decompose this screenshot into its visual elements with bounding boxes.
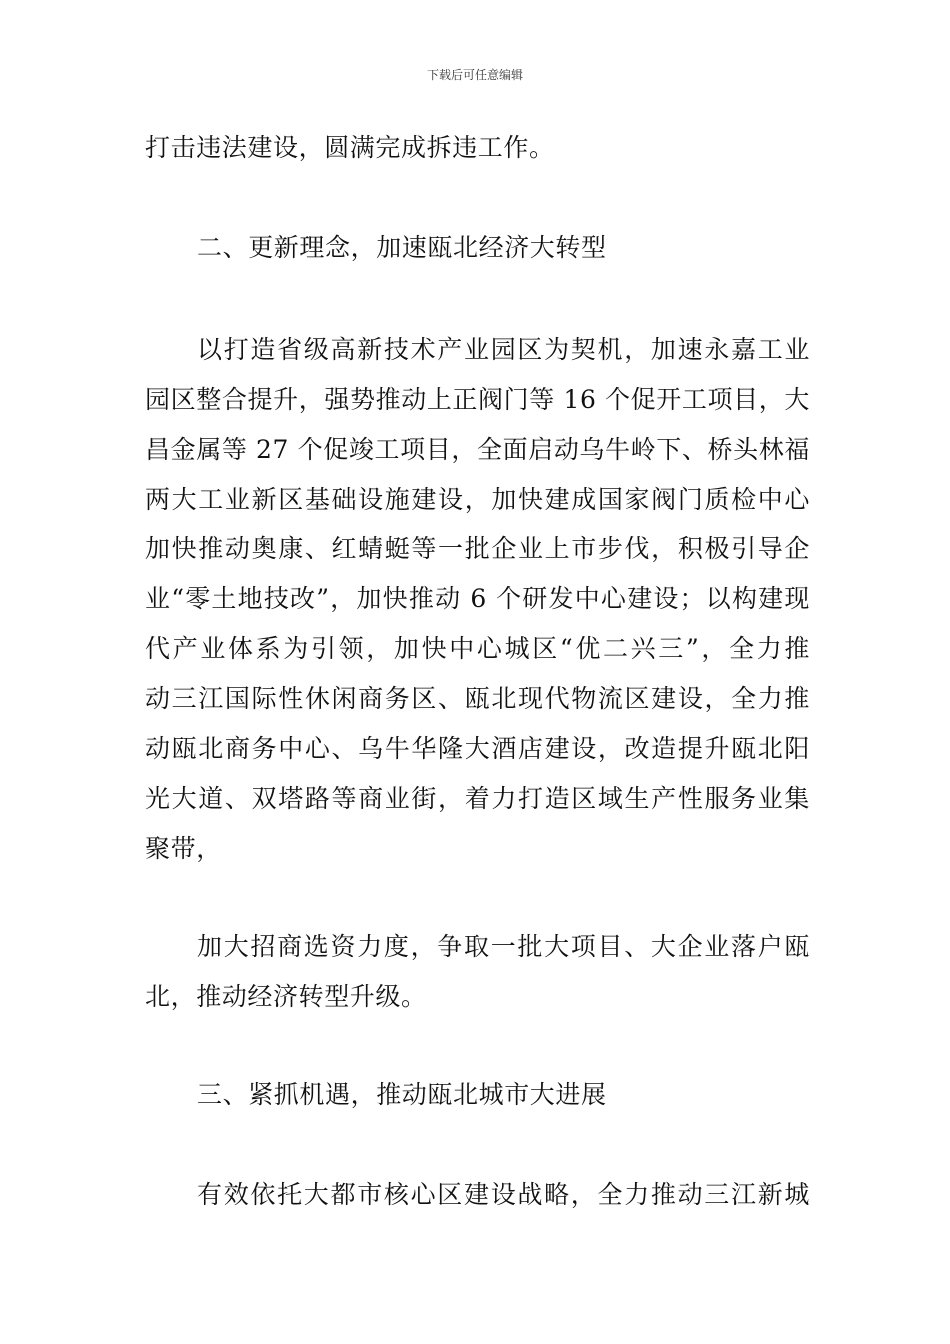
paragraph-line: 以打造省级高新技术产业园区为契机，加速永嘉工业 bbox=[197, 335, 810, 364]
paragraph-line: 园区整合提升，强势推动上正阀门等 16 个促开工项目，大 bbox=[145, 385, 810, 414]
paragraph-line: 业“零土地技改”，加快推动 6 个研发中心建设；以构建现 bbox=[145, 584, 810, 613]
paragraph-line: 北，推动经济转型升级。 bbox=[145, 982, 427, 1011]
section-heading: 三、紧抓机遇，推动瓯北城市大进展 bbox=[197, 1080, 607, 1109]
paragraph-line: 有效依托大都市核心区建设战略，全力推动三江新城 bbox=[197, 1180, 810, 1209]
section-heading: 二、更新理念，加速瓯北经济大转型 bbox=[197, 233, 607, 262]
paragraph-line: 加快推动奥康、红蜻蜓等一批企业上市步伐，积极引导企 bbox=[145, 534, 810, 563]
paragraph-line: 动瓯北商务中心、乌牛华隆大酒店建设，改造提升瓯北阳 bbox=[145, 734, 810, 763]
paragraph-line: 动三江国际性休闲商务区、瓯北现代物流区建设，全力推 bbox=[145, 684, 810, 713]
paragraph-line: 聚带， bbox=[145, 834, 222, 863]
paragraph-line: 两大工业新区基础设施建设，加快建成国家阀门质检中心 bbox=[145, 485, 810, 514]
paragraph-line: 昌金属等 27 个促竣工项目，全面启动乌牛岭下、桥头林福 bbox=[145, 435, 810, 464]
paragraph-line: 打击违法建设，圆满完成拆违工作。 bbox=[145, 133, 555, 162]
paragraph-line: 代产业体系为引领，加快中心城区“优二兴三”，全力推 bbox=[145, 634, 810, 663]
paragraph-line: 光大道、双塔路等商业街，着力打造区域生产性服务业集 bbox=[145, 784, 810, 813]
paragraph-line: 加大招商选资力度，争取一批大项目、大企业落户瓯 bbox=[197, 932, 810, 961]
page-header: 下载后可任意编辑 bbox=[426, 68, 523, 82]
